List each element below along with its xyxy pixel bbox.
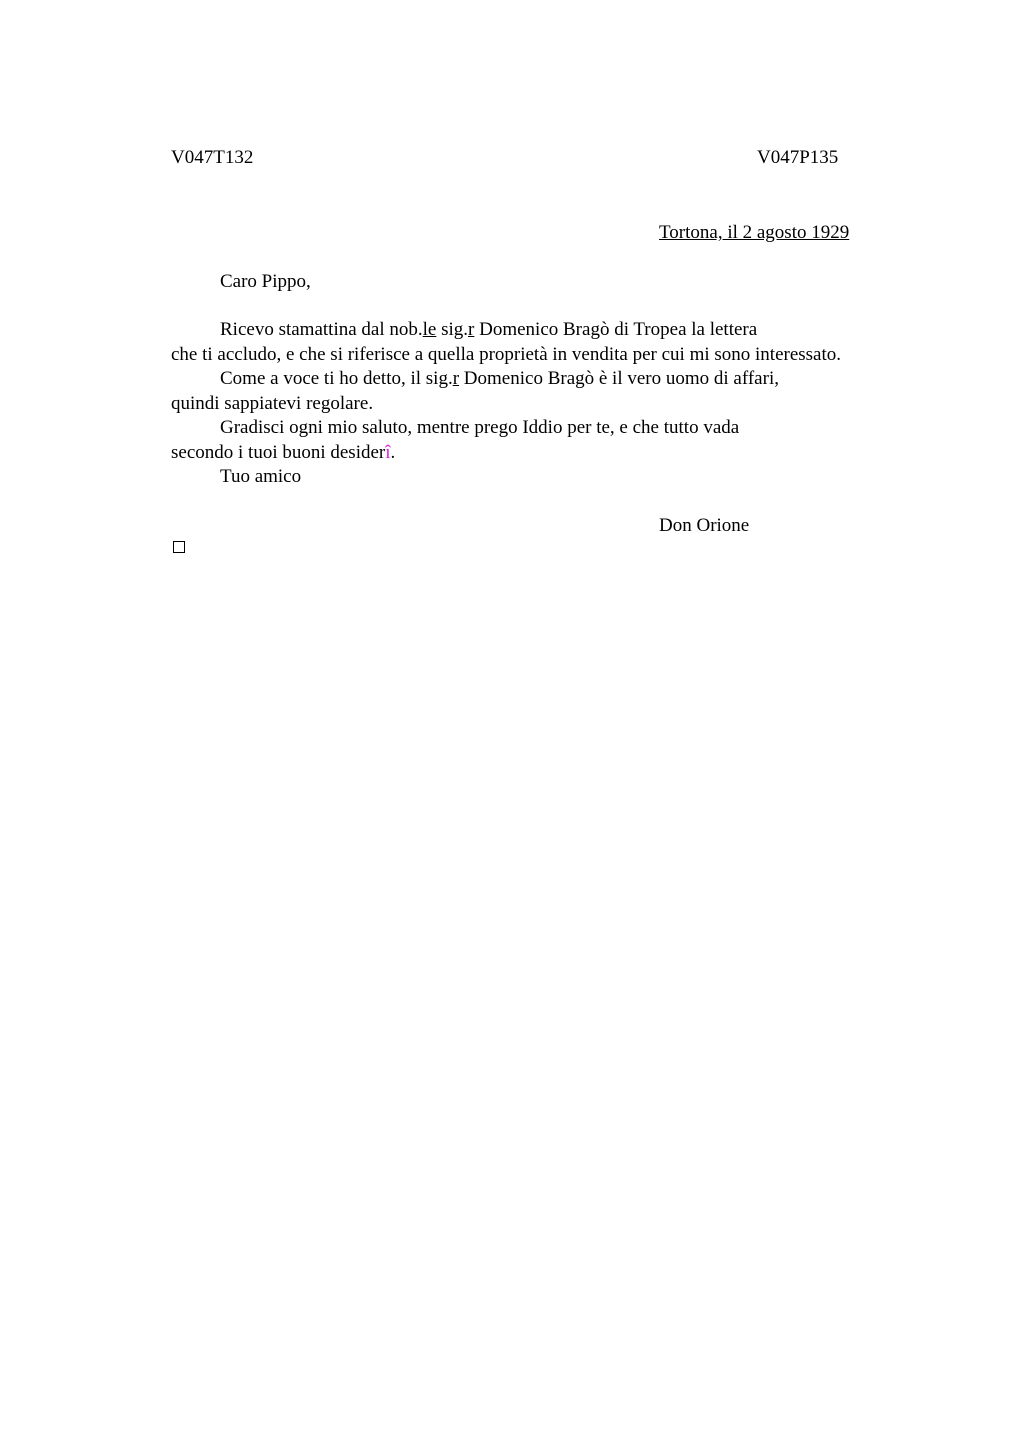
checkbox-square[interactable]	[173, 541, 185, 553]
letter-salutation: Caro Pippo,	[220, 271, 311, 292]
body-line-1-abbrev-r: r	[468, 319, 475, 340]
document-code-right: V047P135	[757, 147, 839, 168]
body-line-2: che ti accludo, e che si riferisce a quella proprietà in vendita per cui mi sono interessato.	[171, 344, 842, 365]
body-line-1-part-e: Domenico Bragò di Tropea la lettera	[474, 319, 758, 340]
body-line-1-part-a: Ricevo stamattina dal nob.	[220, 319, 423, 340]
body-line-5: Gradisci ogni mio saluto, mentre prego Iddio per te, e che tutto vada	[220, 417, 740, 438]
body-line-6-part-a: secondo i tuoi buoni desider	[171, 442, 386, 463]
body-line-3-part-c: Domenico Bragò è il vero uomo di affari,	[459, 368, 779, 389]
body-line-1-part-c: sig.	[436, 319, 469, 340]
document-code-left: V047T132	[171, 147, 254, 168]
body-line-4: quindi sappiatevi regolare.	[171, 393, 374, 414]
body-line-1-abbrev-le: le	[422, 319, 437, 340]
body-line-6-part-c: .	[390, 442, 396, 463]
body-line-6	[171, 441, 395, 465]
letter-date: Tortona, il 2 agosto 1929	[659, 222, 850, 243]
body-line-3-part-a: Come a voce ti ho detto, il sig.	[220, 368, 453, 389]
body-line-3	[220, 367, 779, 391]
body-line-6-accent-char: î	[385, 442, 391, 463]
letter-signature: Don Orione	[659, 515, 750, 536]
body-line-1	[220, 318, 757, 342]
letter-closing: Tuo amico	[220, 466, 302, 487]
body-line-3-abbrev-r: r	[452, 368, 460, 389]
